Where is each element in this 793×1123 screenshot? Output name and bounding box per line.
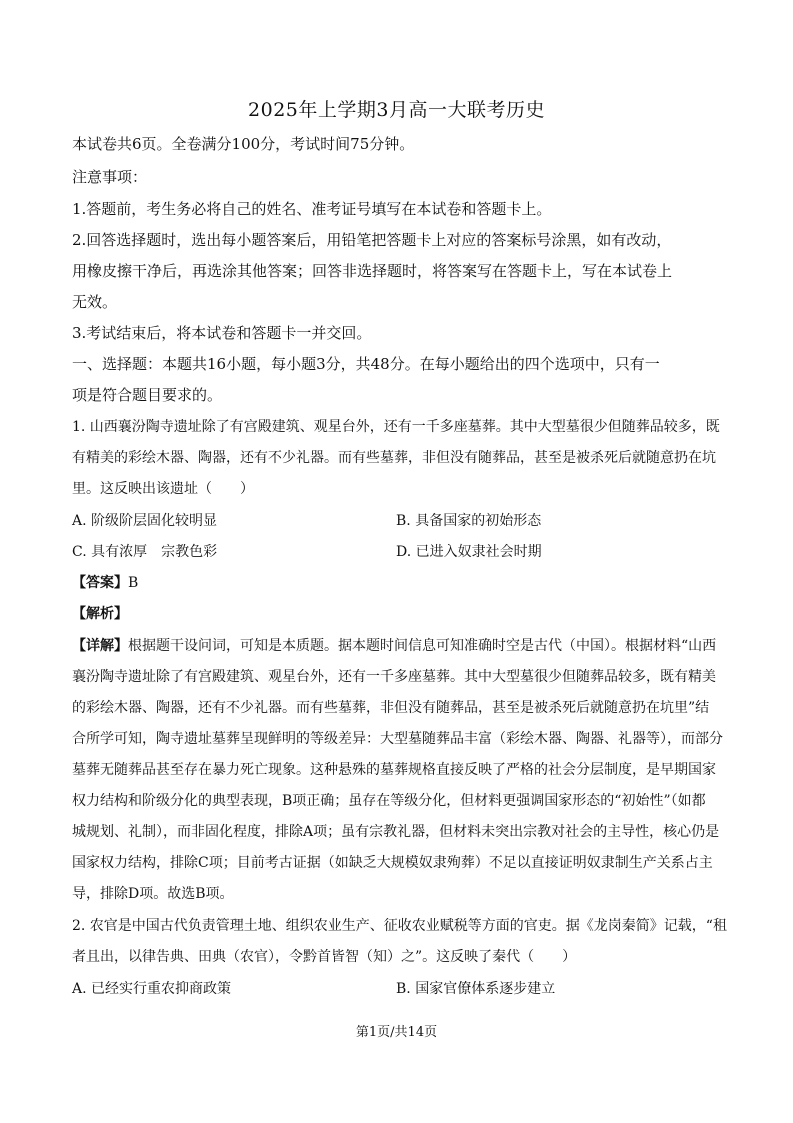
q1-answer (72, 573, 722, 593)
exam-title: 2025年上学期3月高一大联考历史 (248, 99, 545, 121)
notice-item-3: 3.考试结束后，将本试卷和答题卡一并交回。 (72, 324, 372, 342)
section-heading-line-2: 项是符合题目要求的。 (72, 386, 223, 404)
notice-item-2-line-3: 无效。 (72, 293, 118, 311)
q1-option-a: A. 阶级阶层固化较明显 (72, 513, 218, 529)
analysis-label: 【解析】 (72, 606, 128, 622)
q1-stem-line-3: 里。这反映出该遗址（ ） (72, 481, 254, 497)
notice-heading: 注意事项： (72, 168, 148, 186)
q1-detail-line-6: 权力结构和阶级分化的典型表现，B项正确；虽存在等级分化，但材料更强调国家形态的“初始性”（如都 (72, 793, 706, 809)
q1-stem-line-1: 1. 山西襄汾陶寺遗址除了有宫殿建筑、观星台外，还有一千多座墓葬。其中大型墓很少但随葬品较多，既 (72, 419, 720, 435)
q1-detail-line-3: 的彩绘木器、陶器，还有不少礼器。而有些墓葬，非但没有随葬品，甚至是被杀死后就随意扔在坑里”结 (72, 700, 710, 716)
q1-option-b: B. 具备国家的初始形态 (396, 513, 542, 529)
q2-option-a: A. 已经实行重农抑商政策 (72, 981, 232, 997)
q1-stem-line-2: 有精美的彩绘木器、陶器，还有不少礼器。而有些墓葬，非但没有随葬品，甚至是被杀死后就随意扔在坑 (72, 450, 716, 466)
q1-detail-line-7: 城规划、礼制），而非固化程度，排除A项；虽有宗教礼器，但材料未突出宗教对社会的主导性，核心仍是 (72, 824, 720, 840)
notice-item-2-line-2: 用橡皮擦干净后，再选涂其他答案；回答非选择题时，将答案写在答题卡上，写在本试卷上 (72, 262, 673, 280)
answer-value: B (128, 575, 139, 591)
q1-option-d: D. 已进入奴隶社会时期 (396, 544, 542, 560)
q2-stem-line-1: 2. 农官是中国古代负责管理土地、组织农业生产、征收农业赋税等方面的官吏。据《龙岗秦简》记载，“租 (72, 918, 727, 934)
answer-label: 【答案】 (72, 575, 128, 591)
q2-stem-line-2: 者且出，以律告典、田典（农官），令黔首皆智（知）之”。这反映了秦代（ ） (72, 949, 577, 965)
q1-detail-line-4: 合所学可知，陶寺遗址墓葬呈现鲜明的等级差异：大型墓随葬品丰富（彩绘木器、陶器、礼器等），而部分 (72, 731, 723, 747)
q1-detail-line-5: 墓葬无随葬品甚至存在暴力死亡现象。这种悬殊的墓葬规格直接反映了严格的社会分层制度，是早期国家 (72, 762, 716, 778)
section-heading-line-1: 一、选择题：本题共16小题，每小题3分，共48分。在每小题给出的四个选项中，只有一 (72, 355, 660, 373)
q2-option-b: B. 国家官僚体系逐步建立 (396, 981, 556, 997)
detail-label: 【详解】 (72, 638, 128, 654)
page-footer: 第1页/共14页 (355, 1025, 438, 1040)
notice-item-1: 1.答题前，考生务必将自己的姓名、准考证号填写在本试卷和答题卡上。 (72, 200, 552, 218)
notice-item-2-line-1: 2.回答选择题时，选出每小题答案后，用铅笔把答题卡上对应的答案标号涂黑，如有改动， (72, 231, 672, 249)
q1-detail-line-8: 国家权力结构，排除C项；目前考古证据（如缺乏大规模奴隶殉葬）不足以直接证明奴隶制生产关系占主 (72, 855, 713, 871)
exam-intro: 本试卷共6页。全卷满分100分，考试时间75分钟。 (72, 135, 415, 153)
q1-detail-line-2: 襄汾陶寺遗址除了有宫殿建筑、观星台外，还有一千多座墓葬。其中大型墓很少但随葬品较多，既有精美 (72, 669, 716, 685)
q1-analysis (72, 604, 722, 624)
q1-option-c: C. 具有浓厚 宗教色彩 (72, 544, 218, 560)
q1-detail-line-1 (72, 636, 722, 656)
q1-detail-line-9: 导，排除D项。故选B项。 (72, 886, 234, 902)
detail-text-1: 根据题干设问词，可知是本质题。据本题时间信息可知准确时空是古代（中国）。根据材料“山西 (128, 638, 717, 654)
